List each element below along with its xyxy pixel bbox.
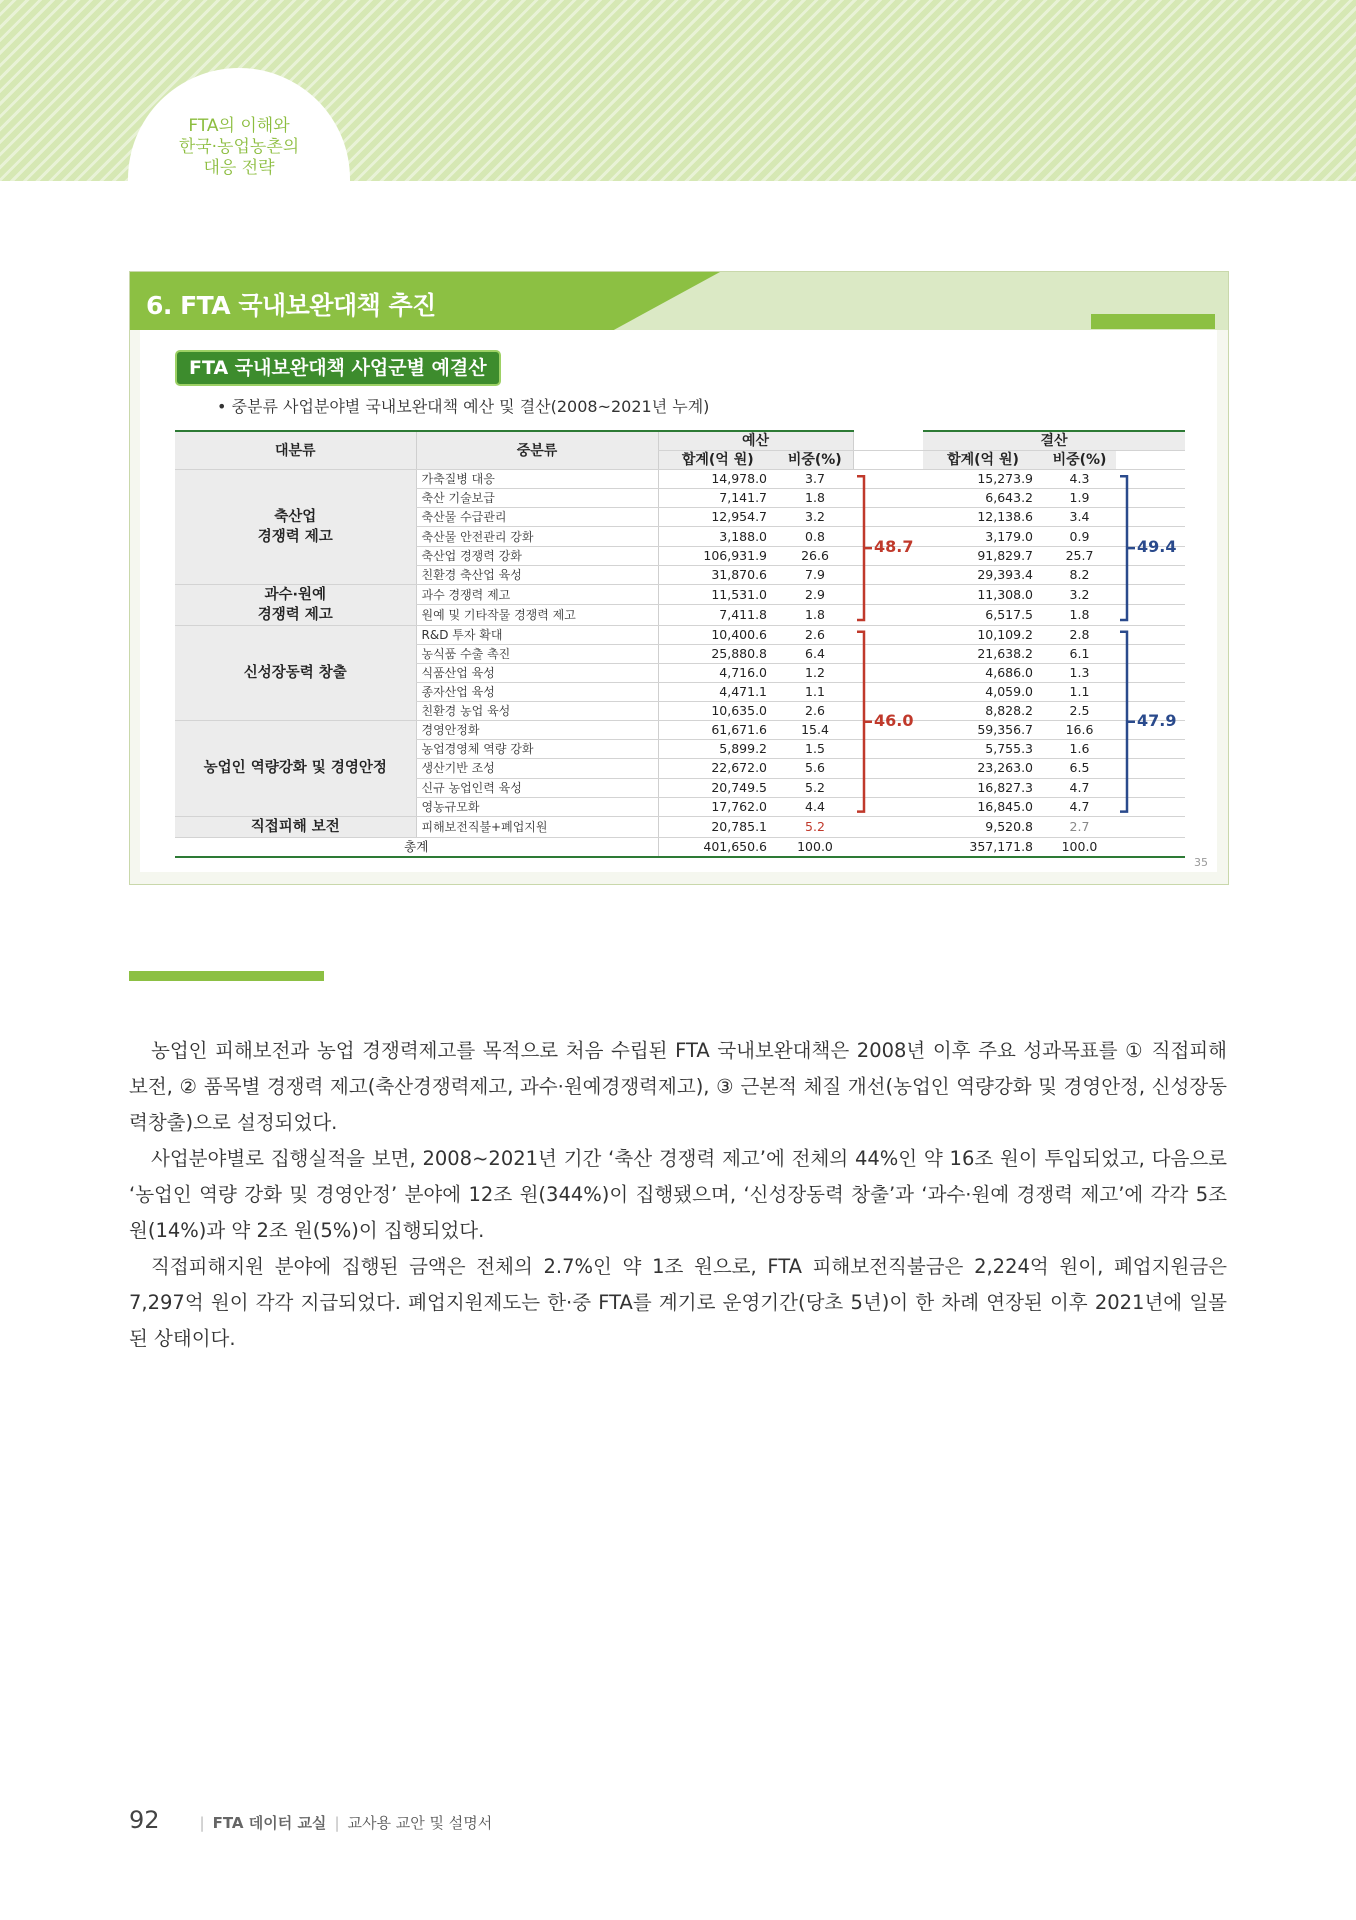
settlement-ratio-cell: 1.3 xyxy=(1043,663,1116,682)
subcategory-cell: 농식품 수출 촉진 xyxy=(416,644,658,663)
settlement-ratio-cell: 2.5 xyxy=(1043,702,1116,721)
settlement-total-cell: 9,520.8 xyxy=(923,816,1043,837)
budget-ratio-cell: 1.1 xyxy=(777,683,853,702)
paragraph: 직접피해지원 분야에 집행된 금액은 전체의 2.7%인 약 1조 원으로, FTA 피해보전직불금은 2,224억 원이, 폐업지원금은 7,297억 원이 각각 지급되었다. 폐업지원제도는 한·중 FTA를 계기로 운영기간(당초 5년)이 한 차례 연장된 이후 2021년에 일몰된 상태이다. xyxy=(129,1255,1227,1350)
budget-total-cell: 4,716.0 xyxy=(658,663,777,682)
subcategory-cell: 과수 경쟁력 제고 xyxy=(416,584,658,605)
budget-ratio-cell: 1.2 xyxy=(777,663,853,682)
subcategory-cell: R&D 투자 확대 xyxy=(416,625,658,644)
settlement-ratio-cell: 2.7 xyxy=(1043,816,1116,837)
subcategory-cell: 축산물 안전관리 강화 xyxy=(416,527,658,546)
settlement-ratio-cell: 2.8 xyxy=(1043,625,1116,644)
settlement-total-cell: 11,308.0 xyxy=(923,584,1043,605)
category-cell: 농업인 역량강화 및 경영안정 xyxy=(175,721,416,816)
settlement-ratio-cell: 6.5 xyxy=(1043,759,1116,778)
subcategory-cell: 축산업 경쟁력 강화 xyxy=(416,546,658,565)
total-value-cell: 100.0 xyxy=(1043,837,1116,857)
settlement-ratio-cell: 3.2 xyxy=(1043,584,1116,605)
settlement-ratio-cell: 1.8 xyxy=(1043,605,1116,626)
header-budget: 예산 xyxy=(658,431,853,451)
bracket-annotations xyxy=(130,272,1228,884)
budget-ratio-cell: 1.5 xyxy=(777,740,853,759)
section-title: FTA 국내보완대책 사업군별 예결산 xyxy=(175,350,501,386)
budget-total-cell: 7,141.7 xyxy=(658,489,777,508)
budget-lower-share: 46.0 xyxy=(874,710,914,730)
budget-total-cell: 4,471.1 xyxy=(658,683,777,702)
badge-line: FTA의 이해와 xyxy=(188,116,290,136)
subcategory-cell: 친환경 농업 육성 xyxy=(416,702,658,721)
settlement-lower-bracket xyxy=(1120,632,1135,812)
subcategory-cell: 축산물 수급관리 xyxy=(416,508,658,527)
header-major: 대분류 xyxy=(175,431,416,470)
budget-ratio-cell: 6.4 xyxy=(777,644,853,663)
paragraph: 사업분야별로 집행실적을 보면, 2008~2021년 기간 ‘축산 경쟁력 제고’에 전체의 44%인 약 16조 원이 투입되었고, 다음으로 ‘농업인 역량 강화 및 경영안정’ 분야에 12조 원(344%)이 집행됐으며, ‘신성장동력 창출’과 ‘과수·원예 경쟁력 제고’에 각각 5조 원(14%)과 약 2조 원(5%)이 집행되었다. xyxy=(129,1147,1227,1242)
settlement-total-cell: 16,845.0 xyxy=(923,797,1043,816)
settlement-total-cell: 59,356.7 xyxy=(923,721,1043,740)
budget-total-cell: 20,785.1 xyxy=(658,816,777,837)
total-value-cell: 401,650.6 xyxy=(658,837,777,857)
settlement-upper-share: 49.4 xyxy=(1137,537,1177,557)
slide-bullet: • 중분류 사업분야별 국내보완대책 예산 및 결산(2008~2021년 누계) xyxy=(217,397,710,416)
page-footer: 92 | FTA 데이터 교실 | 교사용 교안 및 설명서 xyxy=(129,1806,493,1834)
settlement-lower-share: 47.9 xyxy=(1137,710,1177,730)
budget-ratio-cell: 2.6 xyxy=(777,625,853,644)
budget-total-cell: 17,762.0 xyxy=(658,797,777,816)
budget-total-cell: 31,870.6 xyxy=(658,565,777,584)
budget-ratio-cell: 3.7 xyxy=(777,470,853,489)
budget-total-cell: 10,635.0 xyxy=(658,702,777,721)
subcategory-cell: 식품산업 육성 xyxy=(416,663,658,682)
slide-title: 6. FTA 국내보완대책 추진 xyxy=(146,291,436,320)
settlement-ratio-cell: 0.9 xyxy=(1043,527,1116,546)
budget-ratio-cell: 5.2 xyxy=(777,816,853,837)
section-divider xyxy=(129,971,324,981)
settlement-total-cell: 91,829.7 xyxy=(923,546,1043,565)
budget-total-cell: 22,672.0 xyxy=(658,759,777,778)
budget-ratio-cell: 5.2 xyxy=(777,778,853,797)
page-number: 92 xyxy=(129,1806,160,1834)
chapter-badge-text xyxy=(128,116,350,179)
budget-total-cell: 11,531.0 xyxy=(658,584,777,605)
budget-ratio-cell: 1.8 xyxy=(777,489,853,508)
budget-ratio-cell: 3.2 xyxy=(777,508,853,527)
subcategory-cell: 원예 및 기타작물 경쟁력 제고 xyxy=(416,605,658,626)
settlement-ratio-cell: 16.6 xyxy=(1043,721,1116,740)
category-cell: 직접피해 보전 xyxy=(175,816,416,837)
header-settle-total: 합계(억 원) xyxy=(923,451,1043,470)
budget-total-cell: 10,400.6 xyxy=(658,625,777,644)
settlement-ratio-cell: 1.1 xyxy=(1043,683,1116,702)
budget-ratio-cell: 7.9 xyxy=(777,565,853,584)
budget-upper-share: 48.7 xyxy=(874,537,914,557)
slide-bullet-text: 중분류 사업분야별 국내보완대책 예산 및 결산(2008~2021년 누계) xyxy=(231,397,710,416)
budget-ratio-cell: 26.6 xyxy=(777,546,853,565)
settlement-total-cell: 3,179.0 xyxy=(923,527,1043,546)
footer-subtitle: 교사용 교안 및 설명서 xyxy=(347,1814,493,1832)
budget-ratio-cell: 2.9 xyxy=(777,584,853,605)
category-cell: 신성장동력 창출 xyxy=(175,625,416,720)
settlement-ratio-cell: 8.2 xyxy=(1043,565,1116,584)
body-text xyxy=(129,1033,1227,1357)
settlement-upper-bracket xyxy=(1120,476,1135,620)
settlement-total-cell: 6,643.2 xyxy=(923,489,1043,508)
budget-total-cell: 20,749.5 xyxy=(658,778,777,797)
header-settlement: 결산 xyxy=(923,431,1185,451)
subcategory-cell: 영농규모화 xyxy=(416,797,658,816)
settlement-ratio-cell: 25.7 xyxy=(1043,546,1116,565)
subcategory-cell: 종자산업 육성 xyxy=(416,683,658,702)
subcategory-cell: 경영안정화 xyxy=(416,721,658,740)
budget-total-cell: 3,188.0 xyxy=(658,527,777,546)
budget-ratio-cell: 0.8 xyxy=(777,527,853,546)
budget-ratio-cell: 5.6 xyxy=(777,759,853,778)
settlement-ratio-cell: 4.7 xyxy=(1043,778,1116,797)
settlement-total-cell: 29,393.4 xyxy=(923,565,1043,584)
settlement-ratio-cell: 4.3 xyxy=(1043,470,1116,489)
settlement-total-cell: 16,827.3 xyxy=(923,778,1043,797)
settlement-ratio-cell: 6.1 xyxy=(1043,644,1116,663)
budget-ratio-cell: 4.4 xyxy=(777,797,853,816)
subcategory-cell: 생산기반 조성 xyxy=(416,759,658,778)
total-value-cell: 100.0 xyxy=(777,837,853,857)
settlement-total-cell: 10,109.2 xyxy=(923,625,1043,644)
category-cell: 과수·원예 경쟁력 제고 xyxy=(175,584,416,625)
budget-ratio-cell: 15.4 xyxy=(777,721,853,740)
settlement-total-cell: 4,059.0 xyxy=(923,683,1043,702)
settlement-total-cell: 12,138.6 xyxy=(923,508,1043,527)
budget-lower-bracket xyxy=(857,632,872,812)
footer-book-title: FTA 데이터 교실 xyxy=(212,1814,327,1832)
subcategory-cell: 신규 농업인력 육성 xyxy=(416,778,658,797)
budget-ratio-cell: 1.8 xyxy=(777,605,853,626)
settlement-total-cell: 23,263.0 xyxy=(923,759,1043,778)
settlement-total-cell: 6,517.5 xyxy=(923,605,1043,626)
header-budget-ratio: 비중(%) xyxy=(777,451,853,470)
header-settle-ratio: 비중(%) xyxy=(1043,451,1116,470)
budget-total-cell: 7,411.8 xyxy=(658,605,777,626)
slide-page-number: 35 xyxy=(1194,856,1208,869)
badge-line: 한국·농업농촌의 xyxy=(178,137,300,157)
category-cell: 축산업 경쟁력 제고 xyxy=(175,470,416,585)
settlement-ratio-cell: 3.4 xyxy=(1043,508,1116,527)
budget-ratio-cell: 2.6 xyxy=(777,702,853,721)
settlement-total-cell: 5,755.3 xyxy=(923,740,1043,759)
settlement-ratio-cell: 1.9 xyxy=(1043,489,1116,508)
subcategory-cell: 가축질병 대응 xyxy=(416,470,658,489)
budget-total-cell: 12,954.7 xyxy=(658,508,777,527)
budget-upper-bracket xyxy=(857,476,872,620)
settlement-total-cell: 4,686.0 xyxy=(923,663,1043,682)
total-label: 총계 xyxy=(175,837,658,857)
header-budget-total: 합계(억 원) xyxy=(658,451,777,470)
budget-total-cell: 61,671.6 xyxy=(658,721,777,740)
subcategory-cell: 피해보전직불+폐업지원 xyxy=(416,816,658,837)
budget-total-cell: 106,931.9 xyxy=(658,546,777,565)
subcategory-cell: 농업경영체 역량 강화 xyxy=(416,740,658,759)
settlement-total-cell: 21,638.2 xyxy=(923,644,1043,663)
paragraph: 농업인 피해보전과 농업 경쟁력제고를 목적으로 처음 수립된 FTA 국내보완대책은 2008년 이후 주요 성과목표를 ① 직접피해 보전, ② 품목별 경쟁력 제고(축산경쟁력제고, 과수·원예경쟁력제고), ③ 근본적 체질 개선(농업인 역량강화 및 경영안정, 신성장동력창출)으로 설정되었다. xyxy=(129,1039,1227,1134)
slide-image xyxy=(129,271,1229,885)
header-mid: 중분류 xyxy=(416,431,658,470)
subcategory-cell: 친환경 축산업 육성 xyxy=(416,565,658,584)
settlement-ratio-cell: 1.6 xyxy=(1043,740,1116,759)
settlement-total-cell: 15,273.9 xyxy=(923,470,1043,489)
budget-total-cell: 25,880.8 xyxy=(658,644,777,663)
settlement-total-cell: 8,828.2 xyxy=(923,702,1043,721)
budget-total-cell: 5,899.2 xyxy=(658,740,777,759)
settlement-ratio-cell: 4.7 xyxy=(1043,797,1116,816)
budget-total-cell: 14,978.0 xyxy=(658,470,777,489)
subcategory-cell: 축산 기술보급 xyxy=(416,489,658,508)
badge-line: 대응 전략 xyxy=(203,158,275,178)
total-value-cell: 357,171.8 xyxy=(923,837,1043,857)
